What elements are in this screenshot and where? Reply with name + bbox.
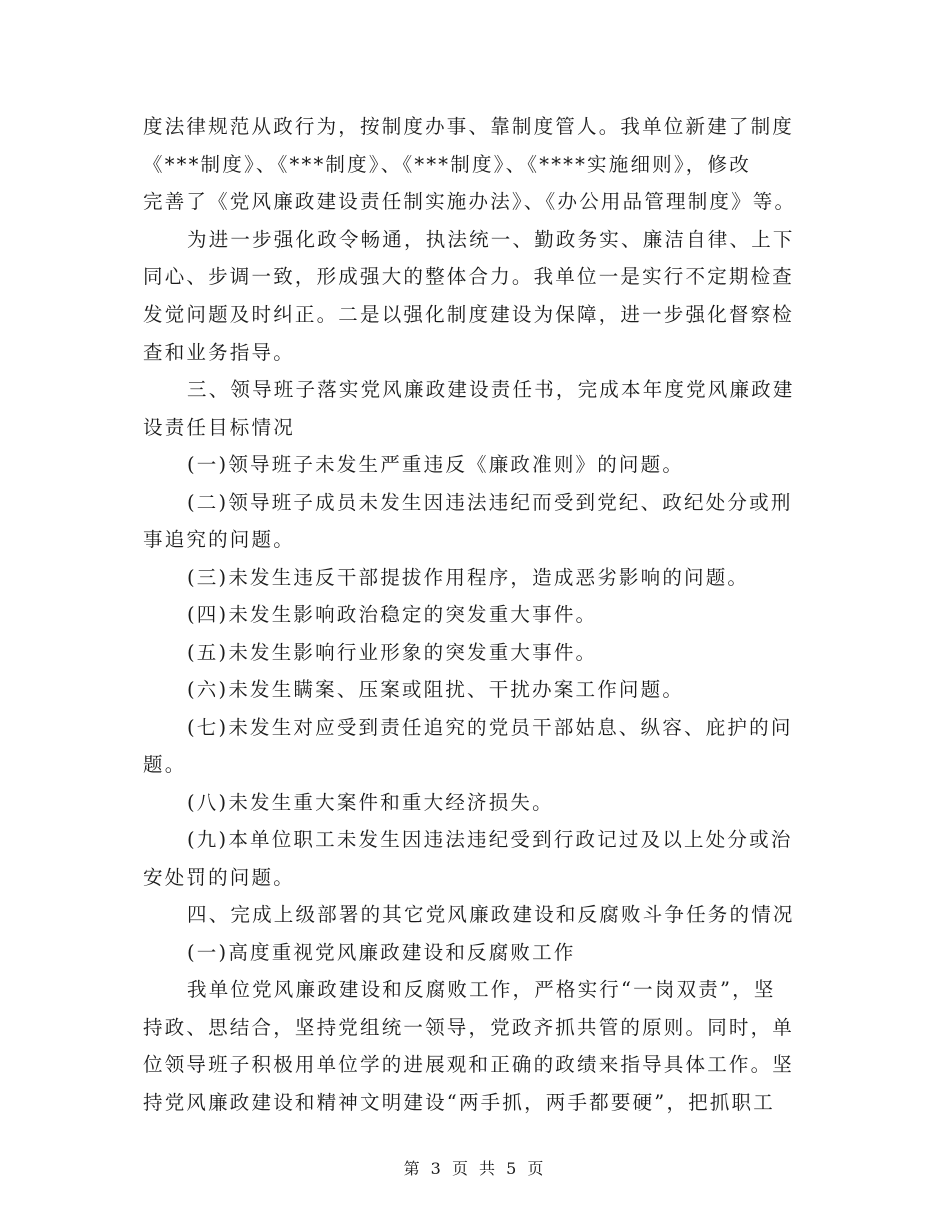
paragraph-start-line: 为进一步强化政令畅通，执法统一、勤政务实、廉洁自律、上下 — [187, 228, 795, 251]
text-line: 同心、步调一致，形成强大的整体合力。我单位一是实行不定期检查 — [143, 265, 795, 288]
text-line: 持政、思结合，坚持党组统一领导，党政齐抓共管的原则。同时，单 — [143, 1016, 795, 1039]
text-line: 度法律规范从政行为，按制度办事、靠制度管人。我单位新建了制度 — [143, 115, 795, 138]
list-item-continued: 安处罚的问题。 — [143, 866, 295, 889]
text-line: 位领导班子积极用单位学的进展观和正确的政绩来指导具体工作。坚 — [143, 1053, 795, 1076]
list-item: (一)领导班子未发生严重违反《廉政准则》的问题。 — [187, 453, 685, 476]
section-heading: 四、完成上级部署的其它党风廉政建设和反腐败斗争任务的情况 — [187, 903, 795, 926]
text-line: 完善了《党风廉政建设责任制实施办法》、《办公用品管理制度》等。 — [143, 190, 797, 213]
list-item: (五)未发生影响行业形象的突发重大事件。 — [187, 641, 598, 664]
list-item: (七)未发生对应受到责任追究的党员干部姑息、纵容、庇护的问 — [187, 716, 793, 739]
list-item: (八)未发生重大案件和重大经济损失。 — [187, 791, 554, 814]
list-item: (六)未发生瞒案、压案或阻扰、干扰办案工作问题。 — [187, 678, 685, 701]
list-item-continued: 题。 — [143, 753, 187, 776]
text-line: 发觉问题及时纠正。二是以强化制度建设为保障，进一步强化督察检 — [143, 303, 795, 326]
section-heading-continued: 设责任目标情况 — [143, 416, 295, 439]
list-item: (三)未发生违反干部提拔作用程序，造成恶劣影响的问题。 — [187, 566, 750, 589]
text-line: 持党风廉政建设和精神文明建设“两手抓，两手都要硬”，把抓职工 — [143, 1091, 775, 1114]
list-item-continued: 事追究的问题。 — [143, 528, 295, 551]
list-item: (四)未发生影响政治稳定的突发重大事件。 — [187, 603, 598, 626]
text-line: 《***制度》、《***制度》、《***制度》、《****实施细则》，修改 — [143, 153, 751, 176]
paragraph-start-line: 我单位党风廉政建设和反腐败工作，严格实行“一岗双责”，坚 — [187, 978, 776, 1001]
list-item: (九)本单位职工未发生因违法违纪受到行政记过及以上处分或治 — [187, 828, 793, 851]
text-line: 查和业务指导。 — [143, 341, 295, 364]
list-item: (二)领导班子成员未发生因违法违纪而受到党纪、政纪处分或刑 — [187, 491, 793, 514]
page-number-footer: 第 3 页 共 5 页 — [403, 1159, 547, 1178]
section-heading: 三、领导班子落实党风廉政建设责任书，完成本年度党风廉政建 — [187, 378, 795, 401]
subsection-heading: (一)高度重视党风廉政建设和反腐败工作 — [187, 941, 576, 964]
